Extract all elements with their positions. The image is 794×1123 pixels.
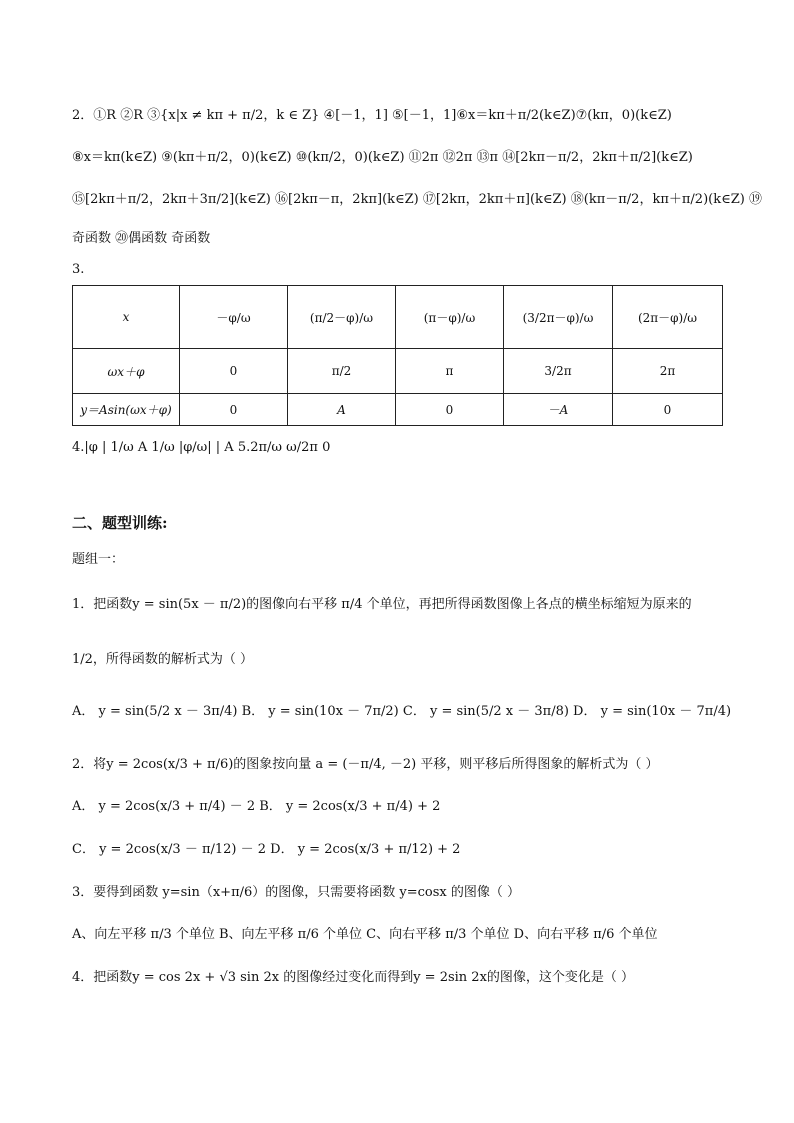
table-cell: 0 [396, 394, 504, 426]
table-cell: (π－φ)/ω [396, 286, 504, 349]
table-row [73, 394, 723, 426]
table-cell: y＝Asin(ωx＋φ) [73, 394, 180, 426]
table-cell: π/2 [288, 349, 396, 394]
question-1-stem: 1．把函数y = sin(5x － π/2)的图像向右平移 π/4 个单位，再把所得函数图像上各点的横坐标缩短为原来的 [72, 597, 692, 612]
question-3-stem: 3．要得到函数 y=sin（x+π/6）的图像，只需要将函数 y=cosx 的图像（ ） [72, 885, 521, 900]
table-cell: 3/2π [504, 349, 613, 394]
question-1-options: A． y = sin(5/2 x － 3π/4) B． y = sin(10x － 7π/2) C． y = sin(5/2 x － 3π/8) D． y = sin(10x － 7π/4) [72, 704, 732, 719]
question-2-options-cd: C． y = 2cos(x/3 － π/12) － 2 D． y = 2cos(x/3 + π/12) + 2 [72, 842, 461, 857]
table-cell: A [288, 394, 396, 426]
question-4-stem: 4．把函数y = cos 2x + √3 sin 2x 的图像经过变化而得到y = 2sin 2x的图像，这个变化是（ ） [72, 970, 635, 985]
table-cell: 2π [613, 349, 723, 394]
question-2-options-ab: A． y = 2cos(x/3 + π/4) － 2 B． y = 2cos(x/3 + π/4) + 2 [72, 799, 441, 814]
table-cell: 0 [180, 349, 288, 394]
table-cell: 0 [180, 394, 288, 426]
table-cell: 0 [613, 394, 723, 426]
answer-line-4: 奇函数 ⑳偶函数 奇函数 [72, 231, 211, 246]
answer-table [72, 285, 723, 426]
table-cell: ωx＋φ [73, 349, 180, 394]
table-cell: (3/2π－φ)/ω [504, 286, 613, 349]
answer-4-5-line: 4.|φ | 1/ω A 1/ω |φ/ω| | A 5.2π/ω ω/2π 0 [72, 440, 331, 455]
section-title: 二、题型训练: [72, 514, 168, 532]
table-cell: x [73, 286, 180, 349]
answer-3-label: 3. [72, 262, 85, 277]
question-3-options: A、向左平移 π/3 个单位 B、向左平移 π/6 个单位 C、向右平移 π/3 个单位 D、向右平移 π/6 个单位 [72, 927, 658, 942]
table-cell: π [396, 349, 504, 394]
answer-line-3: ⑮[2kπ＋π/2，2kπ＋3π/2](k∈Z) ⑯[2kπ－π，2kπ](k∈Z) ⑰[2kπ，2kπ＋π](k∈Z) ⑱(kπ－π/2，kπ＋π/2)(k∈Z) ⑲ [72, 192, 762, 207]
table-cell: －A [504, 394, 613, 426]
question-1-stem-continued: 1/2，所得函数的解析式为（ ） [72, 652, 254, 667]
table-row [73, 349, 723, 394]
table-cell: (2π－φ)/ω [613, 286, 723, 349]
table-row [73, 286, 723, 349]
answer-line-2: ⑧x＝kπ(k∈Z) ⑨(kπ＋π/2，0)(k∈Z) ⑩(kπ/2，0)(k∈Z) ⑪2π ⑫2π ⑬π ⑭[2kπ－π/2，2kπ＋π/2](k∈Z) [72, 150, 693, 165]
answer-line-1: 2．①R ②R ③{x|x ≠ kπ + π/2，k ∈ Z} ④[－1，1] ⑤[－1，1]⑥x＝kπ＋π/2(k∈Z)⑦(kπ，0)(k∈Z) [72, 108, 672, 123]
group-label: 题组一： [72, 552, 125, 567]
question-2-stem: 2．将y = 2cos(x/3 + π/6)的图象按向量 a = (－π/4, －2) 平移，则平移后所得图象的解析式为（ ） [72, 757, 659, 772]
table-cell: －φ/ω [180, 286, 288, 349]
table-cell: (π/2－φ)/ω [288, 286, 396, 349]
